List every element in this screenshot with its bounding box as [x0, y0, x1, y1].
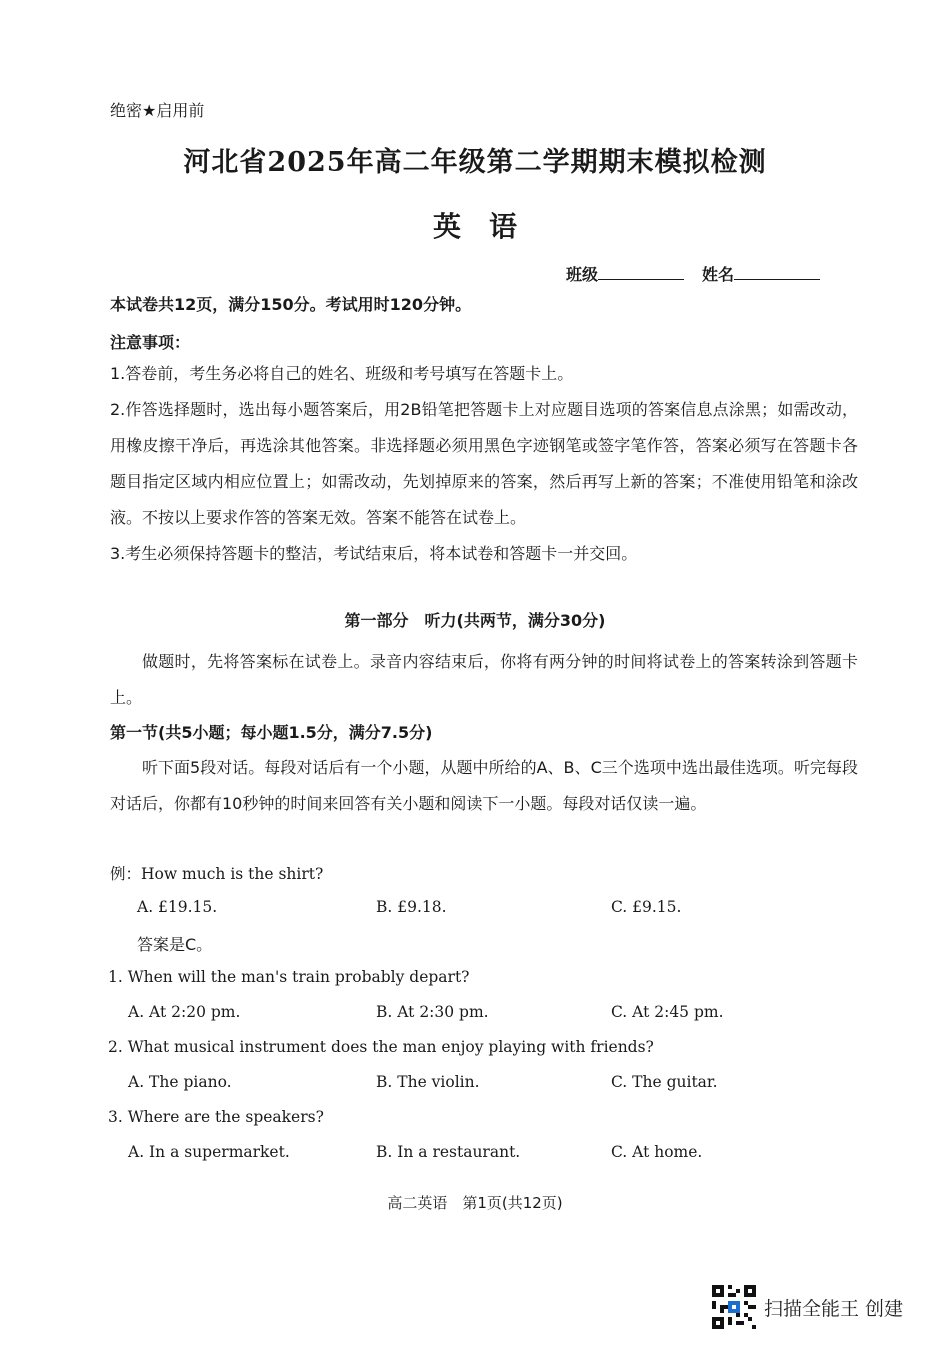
question-2-option-a: A. The piano.	[128, 1073, 232, 1091]
part1-heading: 第一部分 听力(共两节，满分30分)	[344, 611, 606, 630]
question-1-option-c: C. At 2:45 pm.	[611, 1003, 724, 1021]
class-label: 班级	[566, 265, 599, 284]
example-option-c: C. £9.15.	[611, 898, 682, 916]
example-option-a: A. £19.15.	[137, 898, 218, 916]
name-label: 姓名	[702, 265, 735, 284]
exam-intro: 本试卷共12页，满分150分。考试用时120分钟。	[110, 295, 472, 314]
watermark-text: 扫描全能王 创建	[764, 1297, 904, 1320]
question-2-option-c: C. The guitar.	[611, 1073, 718, 1091]
example-option-b: B. £9.18.	[376, 898, 447, 916]
example-question: 例：How much is the shirt?	[110, 865, 324, 883]
question-3-option-c: C. At home.	[611, 1143, 703, 1161]
example-answer: 答案是C。	[137, 935, 213, 954]
question-1-option-b: B. At 2:30 pm.	[376, 1003, 489, 1021]
class-name-fields	[566, 262, 820, 285]
question-3-option-b: B. In a restaurant.	[376, 1143, 521, 1161]
class-blank	[598, 265, 684, 280]
confidential-label: 绝密★启用前	[110, 101, 205, 120]
qr-code-icon	[712, 1285, 756, 1329]
question-1: 1. When will the man's train probably depart?	[108, 968, 470, 986]
subject-char-2: 语	[489, 210, 518, 243]
section1-heading: 第一节(共5小题；每小题1.5分，满分7.5分)	[110, 723, 433, 742]
section1-instruction: 听下面5段对话。每段对话后有一个小题，从题中所给的A、B、C三个选项中选出最佳选项。听完每段对话后，你都有10秒钟的时间来回答有关小题和阅读下一小题。每段对话仅读一遍。	[110, 758, 858, 813]
subject-title	[0, 205, 950, 245]
notice-heading: 注意事项：	[110, 333, 191, 352]
question-3-option-a: A. In a supermarket.	[128, 1143, 290, 1161]
notice-item-3: 3.考生必须保持答题卡的整洁，考试结束后，将本试卷和答题卡一并交回。	[110, 544, 638, 563]
part1-instruction: 做题时，先将答案标在试卷上。录音内容结束后，你将有两分钟的时间将试卷上的答案转涂到答题卡上。	[110, 652, 858, 707]
exam-title: 河北省2025年高二年级第二学期期末模拟检测	[183, 147, 767, 178]
scanner-watermark	[712, 1285, 903, 1329]
subject-char-1: 英	[432, 210, 461, 243]
question-1-option-a: A. At 2:20 pm.	[128, 1003, 241, 1021]
notice-item-1: 1.答卷前，考生务必将自己的姓名、班级和考号填写在答题卡上。	[110, 364, 574, 383]
page-footer: 高二英语 第1页(共12页)	[387, 1194, 563, 1212]
question-2-option-b: B. The violin.	[376, 1073, 480, 1091]
question-3: 3. Where are the speakers?	[108, 1108, 324, 1126]
notice-item-2: 2.作答选择题时，选出每小题答案后，用2B铅笔把答题卡上对应题目选项的答案信息点涂黑；如需改动，用橡皮擦干净后，再选涂其他答案。非选择题必须用黑色字迹钢笔或签字笔作答，答案必须写在答题卡各题目指定区域内相应位置上；如需改动，先划掉原来的答案，然后再写上新的答案；不准使用铅笔和涂改液。不按以上要求作答的答案无效。答案不能答在试卷上。	[110, 400, 858, 527]
question-2: 2. What musical instrument does the man enjoy playing with friends?	[108, 1038, 654, 1056]
name-blank	[734, 265, 820, 280]
